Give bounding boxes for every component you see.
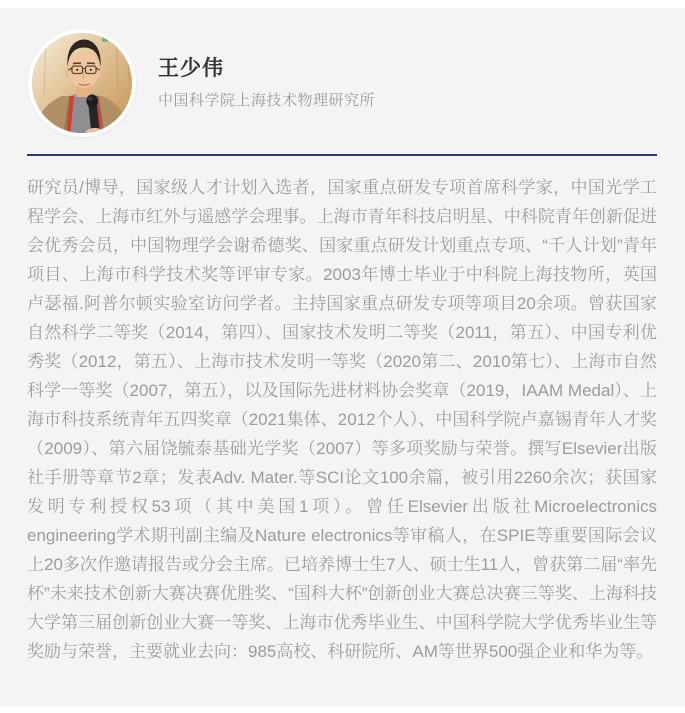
avatar [28, 29, 136, 137]
section-divider [27, 154, 657, 156]
identity-block [158, 56, 375, 110]
speaker-affiliation: 中国科学院上海技术物理研究所 [158, 92, 376, 109]
speaker-bio-text: 研究员/博导，国家级人才计划入选者，国家重点研发专项首席科学家，中国光学工程学会、上海市红外与遥感学会理事。上海市青年科技启明星、中科院青年创新促进会优秀会员，中国物理学会谢希德奖、国家重点研发计划重点专项、“千人计划”青年项目、上海市科学技术奖等评审专家。2003年博士毕业于中科院上海技物所，英国卢瑟福.阿普尔顿实验室访问学者。主持国家重点研发专项等项目20余项。曾获国家自然科学二等奖（2014，第四）、国家技术发明二等奖（2011，第五）、中国专利优秀奖（2012，第五）、上海市技术发明一等奖（2020第二、2010第七）、上海市自然科学一等奖（2007，第五），以及国际先进材料协会奖章（2019，IAAM Medal）、上海市科技系统青年五四奖章（2021集体、2012个人）、中国科学院卢嘉锡青年人才奖（2009）、第六届饶毓泰基础光学奖（2007）等多项奖励与荣誉。撰写Elsevier出版社手册等章节2章；发表Adv. Mater.等SCI论文100余篇，被引用2260余次；获国家发明专利授权53项（其中美国1项）。曾任Elsevier出版社Microelectronics engineering学术期刊副主编及Nature electronics等审稿人，在SPIE等重要国际会议上20多次作邀请报告或分会主席。已培养博士生7人、硕士生11人，曾获第二届“率先杯”未来技术创新大赛决赛优胜奖、“国科大杯”创新创业大赛总决赛三等奖、上海科技大学第三届创新创业大赛一等奖、上海市优秀毕业生、中国科学院大学优秀毕业生等奖励与荣誉，主要就业去向：985高校、科研院所、AM等世界500强企业和华为等。 [27, 178, 657, 661]
speaker-name: 王少伟 [158, 57, 224, 80]
speaker-photo-icon [32, 33, 132, 133]
speaker-bio-card [0, 8, 685, 706]
